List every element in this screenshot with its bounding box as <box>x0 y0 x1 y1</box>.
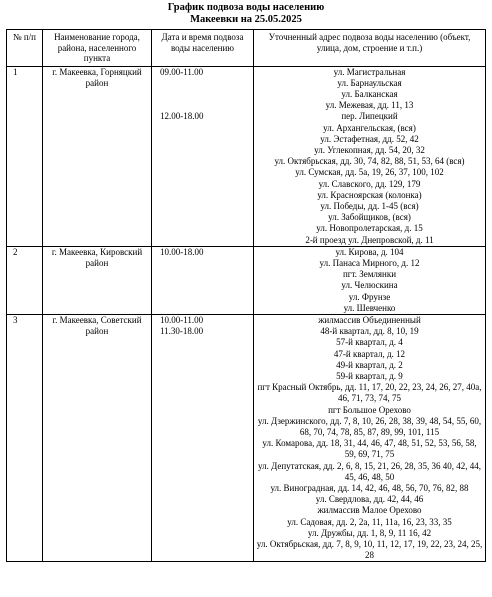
header-num: № п/п <box>7 30 43 67</box>
address-item: жилмассив Малое Орехово <box>317 505 422 516</box>
table-header-row <box>7 30 486 67</box>
address-item: ул. Виноградная, дд. 14, 42, 46, 48, 56, 70, 76, 82, 88 <box>270 483 469 494</box>
address-item: пгт Большое Орехово <box>328 404 411 415</box>
address-item: ул. Депутатская, дд. 2, 6, 8, 15, 21, 26, 28, 35, 36 40, 42, 44, 45, 46, 48, 50 <box>257 460 482 482</box>
address-item: 57-й квартал, д. 4 <box>336 337 403 348</box>
time-slot: 10.00-11.00 <box>160 314 204 325</box>
time-slot: 11.30-18.00 <box>160 326 204 337</box>
address-item: пер. Липецкий <box>341 111 398 122</box>
address-item: ул. Октябрьская, дд. 7, 8, 9, 10, 11, 12, 17, 19, 22, 23, 24, 25, 28 <box>256 539 483 561</box>
row-addresses <box>254 246 486 314</box>
address-item: ул. Славского, дд. 129, 179 <box>318 178 421 189</box>
address-item: 49-й квартал, д. 2 <box>336 359 403 370</box>
address-item: ул. Магистральная <box>333 66 406 77</box>
address-item: ул. Сумская, дд. 5а, 19, 26, 37, 100, 102 <box>295 167 444 178</box>
address-item: ул. Фрунзе <box>348 291 391 302</box>
document-title <box>0 2 492 26</box>
address-item: ул. Красноярская (колонка) <box>317 189 422 200</box>
address-item: ул. Барнаульская <box>337 77 402 88</box>
address-item: ул. Углекопная, дд. 54, 20, 32 <box>314 144 425 155</box>
row-addresses <box>254 314 486 561</box>
table-row <box>7 314 486 561</box>
address-item: ул. Дзержинского, дд. 7, 8, 10, 26, 28, 38, 39, 48, 54, 55, 60, 68, 70, 74, 78, 85, 87, 89, 99, 101, 115 <box>257 415 482 437</box>
address-item: ул. Эстафетная, дд. 52, 42 <box>320 133 419 144</box>
row-addresses <box>254 66 486 246</box>
address-item: 2-й проезд ул. Днепровской, д. 11 <box>305 234 434 245</box>
water-schedule-table <box>6 29 486 562</box>
time-slot: 10.00-18.00 <box>160 246 204 257</box>
table-row <box>7 66 486 246</box>
title-line-1: График подвоза воды населению <box>167 2 325 13</box>
address-item: ул. Новопролетарская, д. 15 <box>316 223 423 234</box>
address-item: ул. Дружбы, дд. 1, 8, 9, 11 16, 42 <box>307 527 432 538</box>
title-line-2: Макеевки на 25.05.2025 <box>190 14 302 25</box>
address-item: 48-й квартал, дд. 8, 10, 19 <box>320 326 419 337</box>
header-place: Наименование города, района, населенного пункта <box>43 30 152 67</box>
row-time <box>152 66 254 246</box>
address-item: ул. Комарова, дд. 18, 31, 44, 46, 47, 48, 51, 52, 53, 56, 58, 59, 69, 71, 75 <box>262 438 477 460</box>
address-item: жилмассив Объединенный <box>318 314 421 325</box>
address-item: ул. Октябрьская, дд. 30, 74, 82, 88, 51, 53, 64 (вся) <box>274 156 465 167</box>
time-slot: 09.00-11.00 <box>160 66 204 77</box>
address-item: ул. Шевченко <box>343 302 396 313</box>
header-address: Уточненный адрес подвоза воды населению (объект, улица, дом, строение и т.п.) <box>254 30 486 67</box>
row-place: г. Макеевка, Кировский район <box>43 246 152 314</box>
address-item: ул. Балканская <box>341 88 398 99</box>
row-time <box>152 246 254 314</box>
address-item: ул. Садовая, дд. 2, 2а, 11, 11а, 16, 23, 33, 35 <box>287 516 452 527</box>
address-item: 47-й квартал, д. 12 <box>333 348 406 359</box>
address-item: ул. Забойщиков, (вся) <box>328 212 411 223</box>
address-item: ул. Архангельская, (вся) <box>323 122 416 133</box>
row-number: 2 <box>7 246 43 314</box>
row-number: 3 <box>7 314 43 561</box>
address-item: ул. Панаса Мирного, д. 12 <box>319 257 420 268</box>
address-item: 59-й квартал, д. 9 <box>336 370 403 381</box>
table-body <box>7 66 486 562</box>
address-item: ул. Победы, дд. 1-45 (вся) <box>320 200 419 211</box>
time-slot: 12.00-18.00 <box>160 110 204 121</box>
row-time <box>152 314 254 561</box>
address-item: ул. Межевая, дд. 11, 13 <box>325 100 414 111</box>
address-item: пгт Красный Октябрь, дд. 11, 17, 20, 22, 23, 24, 26, 27, 40а, 46, 71, 73, 74, 75 <box>257 382 482 404</box>
row-number: 1 <box>7 66 43 246</box>
row-place: г. Макеевка, Горняцкий район <box>43 66 152 246</box>
address-item: пгт. Землянки <box>342 269 397 280</box>
row-place: г. Макеевка, Советский район <box>43 314 152 561</box>
address-item: ул. Свердлова, дд. 42, 44, 46 <box>315 494 424 505</box>
table-row <box>7 246 486 314</box>
address-item: ул. Кирова, д. 104 <box>335 246 404 257</box>
header-time: Дата и время подвоза воды населению <box>152 30 254 67</box>
address-item: ул. Челюскина <box>341 280 398 291</box>
